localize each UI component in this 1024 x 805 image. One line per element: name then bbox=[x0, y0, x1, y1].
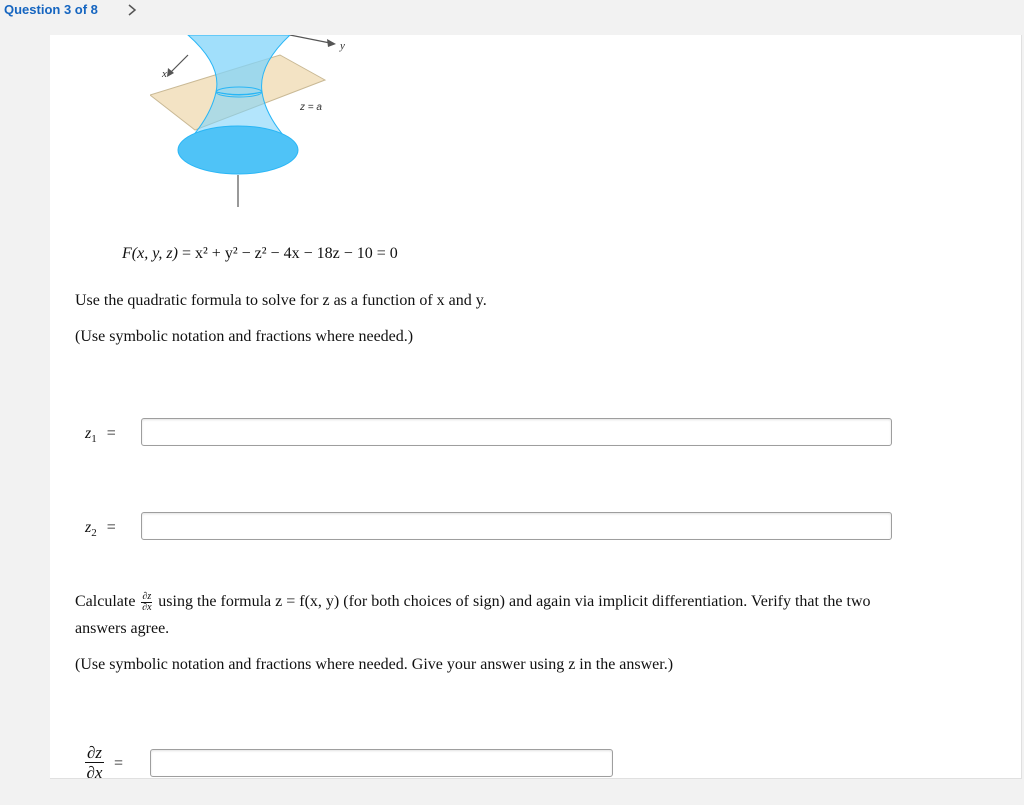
z1-equals: = bbox=[106, 425, 116, 442]
z1-answer-input[interactable] bbox=[141, 418, 892, 446]
z2-answer-input[interactable] bbox=[141, 512, 892, 540]
partial-fraction-inline bbox=[141, 592, 152, 613]
dz-dx-equals: = bbox=[114, 755, 124, 772]
z2-sub: 2 bbox=[91, 527, 97, 540]
y-axis-label: y bbox=[340, 40, 345, 52]
z1-var: z bbox=[85, 425, 92, 442]
z2-label bbox=[85, 519, 116, 539]
z1-sub: 1 bbox=[91, 433, 97, 446]
dz-dx-label bbox=[85, 743, 104, 779]
part1-instruction: Use the quadratic formula to solve for z as a function of x and y. bbox=[75, 292, 487, 309]
equation-lhs: F(x, y, z) bbox=[122, 245, 178, 262]
z2-var: z bbox=[85, 519, 92, 536]
z2-equals: = bbox=[106, 519, 116, 536]
dz-dx-num: ∂z bbox=[87, 743, 103, 762]
y-axis-arrow bbox=[327, 39, 336, 47]
question-panel bbox=[50, 35, 1022, 779]
question-counter: Question 3 of 8 bbox=[4, 2, 98, 17]
y-axis bbox=[290, 35, 330, 43]
z1-label bbox=[85, 425, 116, 445]
part1-note: (Use symbolic notation and fractions where needed.) bbox=[75, 328, 414, 345]
part2-text-a: Calculate bbox=[75, 593, 140, 611]
inline-frac-den: ∂x bbox=[142, 602, 152, 613]
x-axis bbox=[170, 55, 188, 73]
part2-note: (Use symbolic notation and fractions where needed. Give your answer using z in the answer.) bbox=[75, 656, 674, 673]
x-axis-label: x bbox=[162, 68, 167, 80]
plane-label: z = a bbox=[300, 102, 322, 113]
part2-instruction bbox=[75, 592, 871, 613]
hyperboloid-figure bbox=[150, 35, 350, 207]
next-question-button[interactable] bbox=[123, 0, 141, 20]
given-equation bbox=[122, 245, 398, 263]
top-bar bbox=[0, 0, 1024, 34]
part2-text-b: using the formula z = f(x, y) (for both choices of sign) and again via implicit differentiation. Verify that the two bbox=[154, 593, 871, 611]
part2-instruction-cont: answers agree. bbox=[75, 620, 170, 637]
lower-rim bbox=[178, 126, 298, 174]
dz-dx-den: ∂x bbox=[86, 763, 103, 779]
equation-rhs: = x² + y² − z² − 4x − 18z − 10 = 0 bbox=[177, 245, 398, 262]
dz-dx-answer-input[interactable] bbox=[150, 749, 613, 777]
inline-frac-num: ∂z bbox=[142, 591, 152, 602]
chevron-right-icon bbox=[127, 3, 137, 17]
